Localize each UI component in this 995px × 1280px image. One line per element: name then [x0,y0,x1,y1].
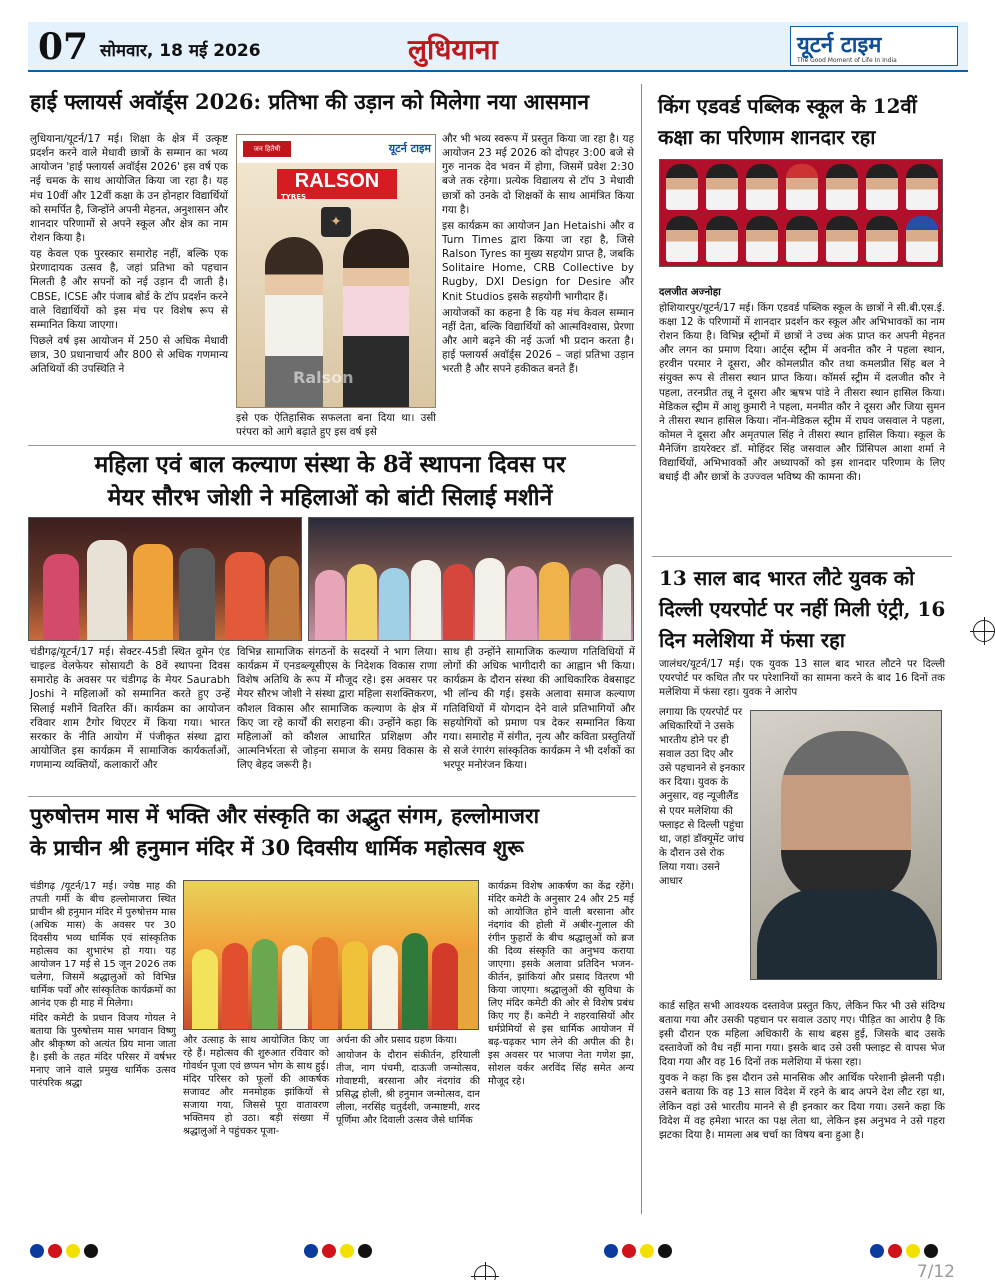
person-figure [225,552,265,640]
person-figure [571,568,601,640]
student-photo [706,164,738,210]
brand-tagline: The Good Moment of Life In India [797,57,897,64]
event-photo [28,517,302,641]
red-ink-dot [888,1244,902,1258]
person-figure [432,943,458,1029]
headline-line: मेयर सौरभ जोशी ने महिलाओं को बांटी सिलाई मशीनें [107,483,553,511]
yellow-ink-dot [66,1244,80,1258]
blue-ink-dot [870,1244,884,1258]
brand-name: यूटर्न टाइम [797,33,882,58]
story-column [30,880,176,1092]
student-photo [746,164,778,210]
blue-ink-dot [30,1244,44,1258]
paragraph: और उत्साह के साथ आयोजित किए जा रहे हैं। महोत्सव की शुरुआत रविवार को गोवर्धन पूजा एवं छप्पन भोग के साथ हुई। मंदिर परिसर को फूलों की आकर्षक सजावट और मनमोहक झांकियों से सजाया गया, जिससे पूरा वातावरण भक्तिमय हो उठा। बड़ी संख्या में श्रद्धालुओं ने पहुंचकर पूजा- [183,1035,329,1138]
person-figure [222,943,248,1029]
paragraph: और भी भव्य स्वरूप में प्रस्तुत किया जा रहा है। यह आयोजन 23 मई 2026 को दोपहर 3:00 बजे से गुरु नानक देव भवन में होगा, जिसमें प्रवेश 2:30 बजे तक रहेगा। प्रत्येक विद्यालय से टॉप 3 मेधावी छात्रों को उनके दो शिक्षकों के साथ आमंत्रित किया गया है। [442,133,634,216]
portrait-head [781,731,911,901]
story-column [659,658,945,702]
story-column [237,645,437,774]
red-ink-dot [622,1244,636,1258]
story-column [659,1000,945,1145]
person-figure [539,562,569,640]
brand-logo [790,26,958,66]
headline-line: के प्राचीन श्री हनुमान मंदिर में 30 दिवसीय धार्मिक महोत्सव शुरू [30,834,524,860]
person-figure [87,540,127,640]
person-figure [282,945,308,1029]
person-figure [379,568,409,640]
event-advertisement [236,134,436,408]
black-ink-dot [84,1244,98,1258]
student-photo [666,164,698,210]
paragraph: अर्चना की और प्रसाद ग्रहण किया। [336,1035,458,1046]
paragraph: इसे एक ऐतिहासिक सफलता बना दिया था। उसी परंपरा को आगे बढ़ाते हुए इस वर्ष इसे [236,412,436,439]
student-photo [866,216,898,262]
person-figure [179,548,215,640]
paragraph: चंडीगढ़ /यूटर्न/17 मई। ज्येष्ठ माह की तपती गर्मी के बीच हल्लोमाजरा स्थित प्राचीन श्री हनुमान मंदिर में पुरुषोत्तम मास (अधिक मास) के अवसर पर 30 दिवसीय भव्य धार्मिक एवं सांस्कृतिक महोत्सव का शुभारंभ हो गया। यह आयोजन 17 मई से 15 जून 2026 तक चलेगा, जिसमें श्रद्धालुओं को विभिन्न धार्मिक पर्वों और सांस्कृतिक कार्यक्रमों का आनंद एक ही माह में मिलेगा। [30,881,176,1010]
paragraph: इस कार्यक्रम का आयोजन Jan Hetaishi और व Turn Times द्वारा किया जा रहा है, जिसे Ralson Tyres का मुख्य सहयोग प्राप्त है, जबकि Solitaire Home, CRB Collective by Rugby, DXI Design for Desire और Knit Studios इसके सहयोगी भागीदार हैं। [442,219,634,303]
students-photo-grid [659,159,943,267]
student-photo [826,164,858,210]
ralson-logo: RALSON [277,169,397,199]
paragraph: साथ ही उन्होंने सामाजिक कल्याण गतिविधियों में लोगों की अधिक भागीदारी का आह्वान भी किया। कार्यक्रम के दौरान संस्था की आधिकारिक वेबसाइट भी लॉन्च की गई। इसके अलावा समाज कल्याण गतिविधियों में योगदान देने वाले प्रतिभागियों और सहयोगियों को प्रमाण पत्र देकर सम्मानित किया गया। समारोह में संगीत, नृत्य और कविता प्रस्तुतियों से सजे रंगारंग सांस्कृतिक कार्यक्रम ने भी दर्शकों का भरपूर मनोरंजन किया। [443,646,635,772]
story-column [183,1034,329,1140]
story-column [443,645,635,774]
student-photo [666,216,698,262]
black-ink-dot [658,1244,672,1258]
registration-mark-icon [474,1265,496,1280]
paragraph: मंदिर कमेटी के प्रधान विजय गोयल ने बताया कि पुरुषोत्तम मास भगवान विष्णु और श्रीकृष्ण को अत्यंत प्रिय माना जाता है। इसी के तहत मंदिर परिसर में वर्षभर मनाए जाने वाले प्रमुख धार्मिक उत्सव पारंपरिक श्रद्धा [30,1013,176,1090]
story-headline: 13 साल बाद भारत लौटे युवक को दिल्ली एयरपोर्ट पर नहीं मिली एंट्री, 16 दिन मलेशिया में फंसा रहा [659,566,946,652]
section-name: लुधियाना [408,33,498,66]
person-figure [347,564,377,640]
student-photo [906,216,938,262]
masthead [28,22,968,72]
yellow-ink-dot [906,1244,920,1258]
ralson-tyres-text: TYRES [281,193,307,201]
portrait-body [757,889,937,980]
person-figure [192,949,218,1029]
paragraph: होशियारपुर/यूटर्न/17 मई। किंग एडवर्ड पब्लिक स्कूल के छात्रों ने सी.बी.एस.ई. कक्षा 12 के परिणामों में शानदार प्रदर्शन कर स्कूल और अभिभावकों का नाम रोशन किया है। विभिन्न स्ट्रीमों में छात्रों ने उच्च अंक प्राप्त कर अपनी मेहनत और लगन का प्रमाण दिया। आर्ट्स स्ट्रीम में अवनीत कौर ने पहला स्थान, हरवीन परमार ने दूसरा, और कोमलप्रीत कौर तथा कमलप्रीत सिंह बल ने संयुक्त रूप से तीसरा स्थान प्राप्त किया। कॉमर्स स्ट्रीम में दलजीत कौर ने पहला, तरनप्रीत तन्नू ने दूसरा और ऋषभ पांडे ने तीसरा स्थान हासिल किया। मेडिकल स्ट्रीम में आशु कुमारी ने पहला, मनमीत कौर ने दूसरा और जिया सुमन ने तीसरा स्थान हासिल किया। नॉन-मेडिकल स्ट्रीम में राघव जसवाल ने पहला, कोमल ने दूसरा और अमृतपाल सिंह ने तीसरा स्थान हासिल किया। स्कूल के मैनेजिंग डायरेक्टर डॉ. मोहिंदर सिंह जसवाल और प्रिंसिपल आशा शर्मा ने विद्यार्थियों, अभिभावकों और अध्यापकों को इस शानदार परिणाम के लिए बधाई दी और छात्रों के उज्ज्वल भविष्य की कामना की। [659,303,945,484]
page-indicator: 7/12 [916,1262,955,1280]
person-figure [342,941,368,1029]
paragraph: विभिन्न सामाजिक संगठनों के सदस्यों ने भाग लिया। कार्यक्रम में एनडब्ल्यूसीएस के निदेशक विकास राणा विशेष अतिथि के रूप में मौजूद रहे। इस अवसर पर मेयर सौरभ जोशी ने संस्था द्वारा महिला सशक्तिकरण, कौशल विकास और सामाजिक कल्याण के क्षेत्र में किए जा रहे कार्यों की सराहना की। उन्होंने कहा कि महिलाओं को कौशल आधारित प्रशिक्षण और आत्मनिर्भरता से जोड़ना समाज के समग्र विकास के लिए बेहद जरूरी है। [237,646,437,772]
paragraph: जालंधर/यूटर्न/17 मई। एक युवक 13 साल बाद भारत लौटने पर दिल्ली एयरपोर्ट पर कथित तौर पर परेशानियों का सामना करने के बाद 16 दिनों तक मलेशिया में फंसा रहा। युवक ने आरोप [659,659,945,699]
paragraph: युवक ने कहा कि इस दौरान उसे मानसिक और आर्थिक परेशानी झेलनी पड़ी। उसने बताया कि वह 13 साल विदेश में रहने के बाद अपने देश लौट रहा था, लेकिन वहां उसे भारतीय मानने से ही इनकार कर दिया गया। उसने कहा कि विदेश में वह हमेशा भारत का पक्ष लेता था, लेकिन इस अनुभव ने उसे गहरा झटका दिया है। मामला अब चर्चा का विषय बना हुआ है। [659,1073,945,1141]
headline-line: महिला एवं बाल कल्याण संस्था के 8वें स्थापना दिवस पर [94,451,566,478]
story-column [488,880,634,1090]
story-divider [28,796,636,797]
person-figure [411,560,441,640]
paragraph: पिछले वर्ष इस आयोजन में 250 से अधिक मेधावी छात्र, 30 प्रधानाचार्य और 800 से अधिक गणमान्य अतिथियों की उपस्थिति ने [30,334,228,376]
story-column [442,132,634,378]
story-headline: हाई फ्लायर्स अवॉर्ड्स 2026: प्रतिभा की उड़ान को मिलेगा नया आसमान [30,89,589,114]
person-figure [603,564,631,640]
paragraph: यह केवल एक पुरस्कार समारोह नहीं, बल्कि एक प्रेरणादायक उत्सव है, जहां प्रतिभा को पहचान मिलती है और सपनों को नई उड़ान दी जाती है। CBSE, ICSE और पंजाब बोर्ड के टॉप प्रदर्शन करने वाले विद्यार्थियों को इस मंच पर विशेष रूप से सम्मानित किया जाएगा। [30,248,228,331]
person-figure [43,554,79,640]
registration-mark-icon [973,620,995,642]
paragraph: आयोजन के दौरान संकीर्तन, हरियाली तीज, नाग पंचमी, दाऊजी जन्मोत्सव, गोवाष्टमी, बरसाना और नंदगांव की प्रसिद्ध होली, श्री हनुमान जन्मोत्सव, दान लीला, नरसिंह चतुर्दशी, जन्माष्टमी, शरद पूर्णिमा और दिवाली उत्सव जैसे धार्मिक [336,1050,480,1127]
person-figure [133,544,173,640]
red-ink-dot [48,1244,62,1258]
person-figure [475,558,505,640]
person-figure [443,564,473,640]
student-photo [826,216,858,262]
person-figure [312,937,338,1029]
headline-line: पुरुषोत्तम मास में भक्ति और संस्कृति का अद्भुत संगम, हल्लोमाजरा [30,803,540,828]
paragraph: कार्ड सहित सभी आवश्यक दस्तावेज प्रस्तुत किए, लेकिन फिर भी उसे संदिग्ध बताया गया और उसकी पहचान पर सवाल उठाए गए। पीड़ित का आरोप है कि इसी दौरान एक महिला अधिकारी के साथ बहस हुई, जिसके बाद उसके दस्तावेजों को वैध नहीं माना गया। इसके बाद उसे उसी फ्लाइट से वापस भेज दिया गया और वह 16 दिनों तक मलेशिया में फंसा रहा। [659,1001,945,1069]
yellow-ink-dot [640,1244,654,1258]
paragraph: लुधियाना/यूटर्न/17 मई। शिक्षा के क्षेत्र में उत्कृष्ट प्रदर्शन करने वाले मेधावी छात्रों के सम्मान का भव्य आयोजन 'हाई फ्लायर्स अवॉर्ड्स 2026' इस वर्ष एक नई चमक के साथ आयोजित किया जा रहा है। यह मंच 10वीं और 12वीं कक्षा के उन होनहार विद्यार्थियों को समर्पित है, जिन्होंने अपनी मेहनत, अनुशासन और शानदार परिणामों से अपने स्कूल और क्षेत्र का नाम रोशन किया है। [30,133,228,244]
student-photo [706,216,738,262]
ad-backdrop-text: Ralson [293,368,354,387]
person-figure [372,945,398,1029]
blue-ink-dot [304,1244,318,1258]
paragraph: लगाया कि एयरपोर्ट पर अधिकारियों ने उसके भारतीय होने पर ही सवाल उठा दिए और उसे पहचानने से इनकार कर दिया। युवक के अनुसार, वह न्यूजीलैंड से एयर मलेशिया की फ्लाइट से दिल्ली पहुंचा था, जहां डॉक्यूमेंट जांच के दौरान उसे रोक लिया गया। उसने आधार [659,707,745,887]
issue-date: सोमवार, 18 मई 2026 [100,41,261,61]
story-column [659,286,945,487]
person-figure [252,939,278,1029]
group-photo [308,517,634,641]
story-headline [30,800,630,864]
story-column [30,645,230,774]
story-column [659,706,745,891]
column-divider [641,84,642,1214]
black-ink-dot [924,1244,938,1258]
award-emblem-icon: ✦ [321,207,351,237]
person-portrait [750,710,942,980]
student-photo [866,164,898,210]
paragraph: कार्यक्रम विशेष आकर्षण का केंद्र रहेंगे। मंदिर कमेटी के अनुसार 24 और 25 मई को आयोजित होने वाली बरसाना और नंदगांव की होली में अबीर-गुलाल की रंगीन फुहारों के बीच श्रद्धालुओं को ब्रज की दिव्य संस्कृति का अनुभव कराया जाएगा। इसके अलावा प्रतिदिन भजन-कीर्तन, झांकियां और प्रसाद वितरण भी किया जाएगा। श्रद्धालुओं की सुविधा के लिए मंदिर कमेटी की ओर से विशेष प्रबंध किए गए हैं। कमेटी ने शहरवासियों और धर्मप्रेमियों से इस धार्मिक आयोजन में बढ़-चढ़कर भाग लेने की अपील की है। इस अवसर पर भाजपा नेता गणेश झा, सोशल वर्कर अरविंद सिंह समेत अन्य मौजूद रहे। [488,881,634,1088]
uturn-time-logo: यूटर्न टाइम [388,142,431,155]
student-photo [786,164,818,210]
person-figure [315,570,345,640]
story-divider [652,556,952,557]
page-number: 07 [38,26,89,68]
student-photo [746,216,778,262]
story-headline [30,449,630,514]
paragraph: आयोजकों का कहना है कि यह मंच केवल सम्मान नहीं देता, बल्कि विद्यार्थियों को आत्मविश्वास, प्रेरणा और आगे बढ़ने की नई ऊर्जा भी प्रदान करता है। हाई फ्लायर्स अवॉर्ड्स 2026 – जहां प्रतिभा उड़ान भरती है और सपने हकीकत बनते हैं। [442,306,634,376]
black-ink-dot [358,1244,372,1258]
jan-hetaishi-logo: जन हितैषी [243,141,291,157]
person-figure [458,949,478,1029]
person-figure [507,566,537,640]
story-column [336,1034,480,1129]
paragraph: चंडीगढ़/यूटर्न/17 मई। सेक्टर-45डी स्थित वूमेन एंड चाइल्ड वेलफेयर सोसायटी के 8वें स्थापना दिवस समारोह के अवसर पर चंडीगढ़ के मेयर Saurabh Joshi ने महिलाओं को सम्मानित करते हुए उन्हें सिलाई मशीनें वितरित कीं। कार्यक्रम का आयोजन रविवार शाम टैगोर थिएटर में किया गया। भारत सरकार के नीति आयोग में पंजीकृत संस्था द्वारा आयोजित इस कार्यक्रम में सामाजिक कार्यकर्ताओं, गणमान्य व्यक्तियों, कलाकारों और [30,646,230,772]
person-figure [402,933,428,1029]
red-ink-dot [322,1244,336,1258]
byline: दलजीत अज्नोहा [659,287,721,298]
yellow-ink-dot [340,1244,354,1258]
story-divider [28,445,636,446]
story-headline: किंग एडवर्ड पब्लिक स्कूल के 12वीं कक्षा का परिणाम शानदार रहा [658,94,917,149]
student-photo [906,164,938,210]
student-photo [786,216,818,262]
blue-ink-dot [604,1244,618,1258]
festival-photo [183,880,479,1030]
person-figure [269,556,299,640]
ad-header [237,135,436,163]
story-column [30,132,228,378]
story-column [236,411,436,441]
